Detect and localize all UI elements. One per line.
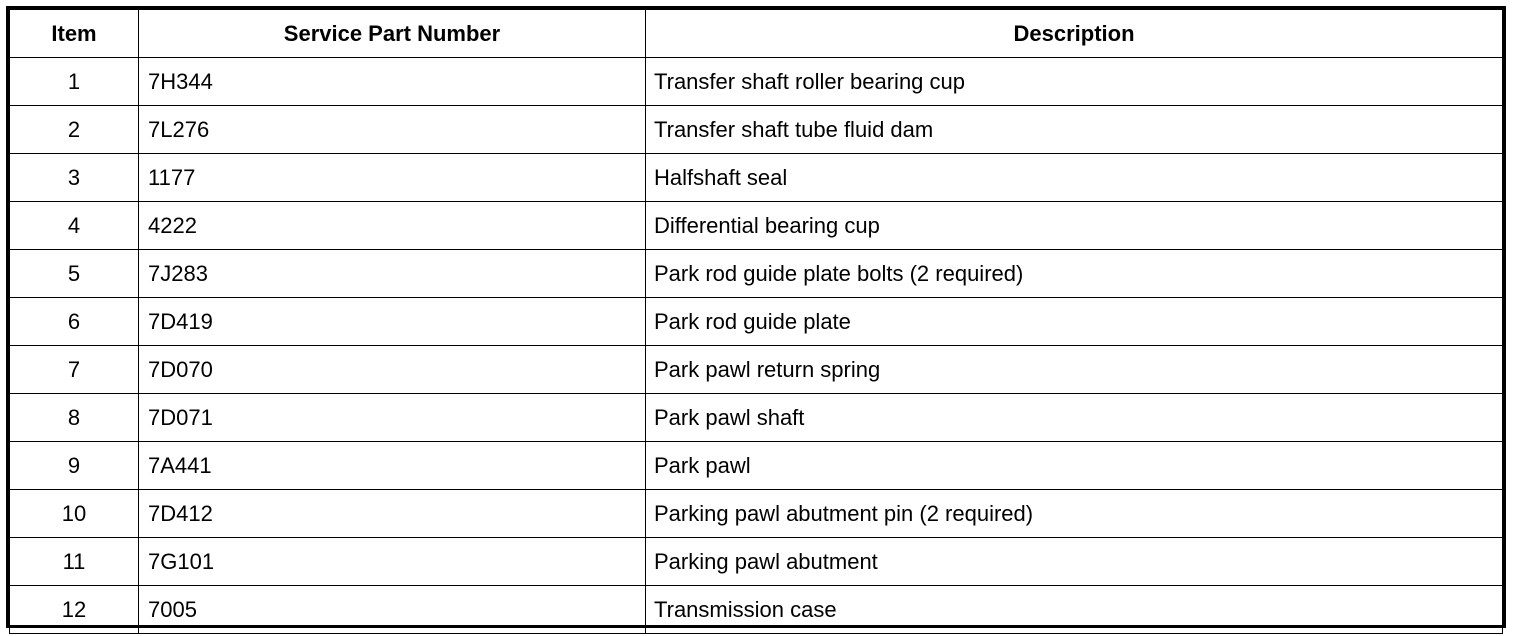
item-number: 11 bbox=[10, 538, 139, 586]
part-description: Parking pawl abutment bbox=[646, 538, 1503, 586]
part-number: 7D419 bbox=[139, 298, 646, 346]
part-description: Park pawl bbox=[646, 442, 1503, 490]
part-number: 7H344 bbox=[139, 58, 646, 106]
part-number: 7L276 bbox=[139, 106, 646, 154]
part-number: 7J283 bbox=[139, 250, 646, 298]
item-number: 8 bbox=[10, 394, 139, 442]
table-row bbox=[10, 586, 1503, 634]
header-item: Item bbox=[10, 10, 139, 58]
item-number: 6 bbox=[10, 298, 139, 346]
item-number: 3 bbox=[10, 154, 139, 202]
table-row bbox=[10, 202, 1503, 250]
part-description: Transfer shaft roller bearing cup bbox=[646, 58, 1503, 106]
part-description: Park rod guide plate bbox=[646, 298, 1503, 346]
header-service-part-number: Service Part Number bbox=[139, 10, 646, 58]
part-description: Park rod guide plate bolts (2 required) bbox=[646, 250, 1503, 298]
table-row bbox=[10, 250, 1503, 298]
table-row bbox=[10, 442, 1503, 490]
part-number: 7D412 bbox=[139, 490, 646, 538]
table-row bbox=[10, 394, 1503, 442]
part-description: Parking pawl abutment pin (2 required) bbox=[646, 490, 1503, 538]
part-description: Transfer shaft tube fluid dam bbox=[646, 106, 1503, 154]
table-row bbox=[10, 490, 1503, 538]
parts-table-container bbox=[6, 6, 1506, 628]
item-number: 1 bbox=[10, 58, 139, 106]
parts-table bbox=[9, 9, 1503, 634]
part-number: 7A441 bbox=[139, 442, 646, 490]
part-number: 7D070 bbox=[139, 346, 646, 394]
item-number: 12 bbox=[10, 586, 139, 634]
item-number: 2 bbox=[10, 106, 139, 154]
table-header-row bbox=[10, 10, 1503, 58]
part-description: Differential bearing cup bbox=[646, 202, 1503, 250]
part-description: Transmission case bbox=[646, 586, 1503, 634]
part-number: 7005 bbox=[139, 586, 646, 634]
item-number: 5 bbox=[10, 250, 139, 298]
item-number: 10 bbox=[10, 490, 139, 538]
item-number: 9 bbox=[10, 442, 139, 490]
part-number: 7G101 bbox=[139, 538, 646, 586]
table-row bbox=[10, 58, 1503, 106]
part-description: Park pawl shaft bbox=[646, 394, 1503, 442]
item-number: 7 bbox=[10, 346, 139, 394]
part-description: Halfshaft seal bbox=[646, 154, 1503, 202]
part-description: Park pawl return spring bbox=[646, 346, 1503, 394]
table-row bbox=[10, 538, 1503, 586]
part-number: 7D071 bbox=[139, 394, 646, 442]
part-number: 4222 bbox=[139, 202, 646, 250]
table-row bbox=[10, 346, 1503, 394]
table-row bbox=[10, 106, 1503, 154]
part-number: 1177 bbox=[139, 154, 646, 202]
item-number: 4 bbox=[10, 202, 139, 250]
table-row bbox=[10, 298, 1503, 346]
table-row bbox=[10, 154, 1503, 202]
header-description: Description bbox=[646, 10, 1503, 58]
